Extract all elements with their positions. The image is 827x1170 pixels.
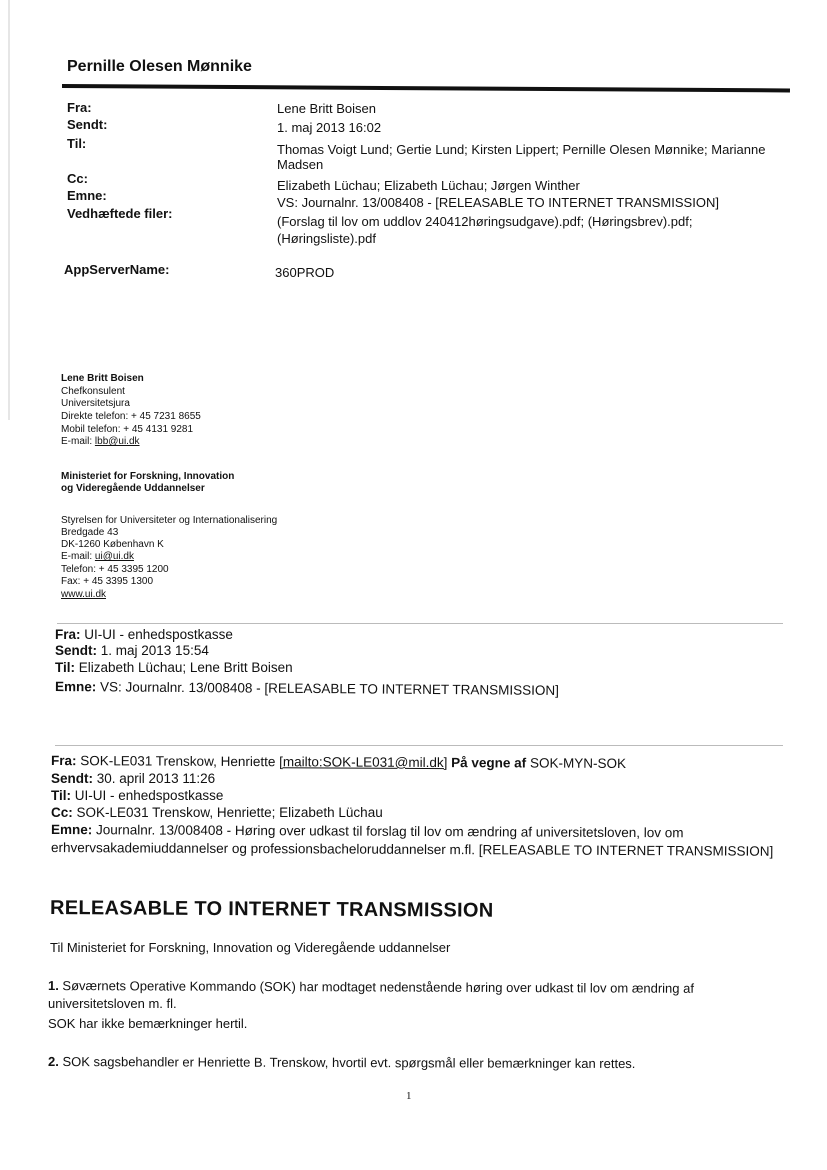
signature-direct-phone: Direkte telefon: + 45 7231 8655 [61, 411, 201, 422]
attachments-line1: (Forslag til lov om uddlov 240412høringsudgave).pdf; (Høringsbrev).pdf; [277, 214, 693, 229]
appserver-label: AppServerName: [64, 262, 170, 277]
fwd2-cc-value: SOK-LE031 Trenskow, Henriette; Elizabeth Lüchau [76, 805, 383, 820]
fwd1-subject [55, 679, 559, 698]
fwd1-subject-value: VS: Journalnr. 13/008408 - [RELEASABLE TO INTERNET TRANSMISSION] [99, 679, 560, 698]
attachments-label: Vedhæftede filer: [67, 206, 173, 221]
fwd2-cc-label: Cc: [51, 805, 73, 820]
fwd2-to [51, 788, 223, 803]
fwd2-subject-line1: Journalnr. 13/008408 - Høring over udkast til forslag til lov om ændring af universitetsloven, lov om [95, 822, 684, 841]
ministry-line2: og Videregående Uddannelser [61, 483, 205, 494]
fwd2-sent-value: 30. april 2013 11:26 [96, 771, 216, 786]
fwd2-cc [51, 805, 383, 820]
website-link[interactable]: www.ui.dk [61, 589, 107, 600]
fwd2-sent-label: Sendt: [51, 771, 93, 786]
agency-fax: Fax: + 45 3395 1300 [61, 576, 154, 587]
fwd1-from-value: UI-UI - enhedspostkasse [84, 627, 233, 642]
signature-name: Lene Britt Boisen [61, 373, 144, 384]
subject-label: Emne: [67, 188, 107, 203]
sent-label: Sendt: [67, 117, 108, 132]
scan-edge [8, 0, 10, 420]
fwd1-to [55, 660, 293, 675]
to-value-line1: Thomas Voigt Lund; Gertie Lund; Kirsten Lippert; Pernille Olesen Mønnike; Marianne [277, 142, 766, 157]
to-label: Til: [67, 136, 87, 151]
fwd2-to-label: Til: [51, 788, 71, 803]
signature-title: Chefkonsulent [61, 386, 125, 397]
paragraph-1-text: Søværnets Operative Kommando (SOK) har modtaget nedenstående høring over udkast til lov om ændring af [58, 978, 695, 996]
sent-value: 1. maj 2013 16:02 [277, 120, 382, 135]
paragraph-2-number: 2. [47, 1054, 59, 1070]
fwd1-from [55, 627, 233, 642]
from-value: Lene Britt Boisen [277, 101, 377, 116]
fwd2-from-label: Fra: [50, 753, 77, 769]
fwd1-sent-value: 1. maj 2013 15:54 [100, 643, 209, 658]
fwd1-to-value: Elizabeth Lüchau; Lene Britt Boisen [78, 660, 293, 675]
cc-value: Elizabeth Lüchau; Elizabeth Lüchau; Jørgen Winther [277, 178, 580, 193]
fwd2-subject-line2: erhvervsakademiuddannelser og professionsbacheloruddannelser m.fl. [RELEASABLE TO INTERNET TRANSMISSION] [50, 840, 774, 859]
agency-street: Bredgade 43 [61, 527, 119, 538]
agency-name: Styrelsen for Universiteter og Internationalisering [61, 515, 278, 526]
title-divider [62, 84, 790, 92]
subject-value: VS: Journalnr. 13/008408 - [RELEASABLE TO INTERNET TRANSMISSION] [277, 195, 719, 210]
signature-email-label: E-mail: [61, 436, 95, 447]
ministry-line1: Ministeriet for Forskning, Innovation [61, 471, 235, 482]
paragraph-1-line3: SOK har ikke bemærkninger hertil. [48, 1016, 248, 1031]
fwd1-sent-label: Sendt: [55, 643, 97, 658]
to-value-line2: Madsen [277, 157, 324, 172]
paragraph-1-line1 [48, 978, 694, 996]
release-banner: RELEASABLE TO INTERNET TRANSMISSION [49, 897, 494, 922]
fwd1-from-label: Fra: [55, 627, 81, 642]
fwd2-subject [51, 822, 684, 840]
fwd2-subject-label: Emne: [50, 822, 93, 838]
page-number: 1 [406, 1090, 412, 1102]
agency-phone: Telefon: + 45 3395 1200 [61, 564, 169, 575]
attachments-line2: (Høringsliste).pdf [277, 231, 376, 246]
letter-salutation: Til Ministeriet for Forskning, Innovation og Videregående uddannelser [50, 940, 451, 955]
fwd1-to-label: Til: [55, 660, 75, 675]
separator-2 [55, 745, 783, 746]
appserver-value: 360PROD [275, 265, 335, 280]
signature-dept: Universitetsjura [61, 398, 130, 409]
paragraph-1-line2: universitetsloven m. fl. [48, 996, 177, 1011]
page-title: Pernille Olesen Mønnike [67, 58, 252, 75]
fwd2-sent [51, 771, 215, 786]
fwd1-sent [55, 643, 209, 658]
agency-email-row [61, 551, 134, 564]
fwd1-subject-label: Emne: [54, 679, 97, 695]
fwd2-on-behalf-label: På vegne af [451, 755, 527, 771]
separator-1 [57, 623, 783, 624]
signature-mobile-phone: Mobil telefon: + 45 4131 9281 [61, 424, 194, 435]
signature-email-link[interactable]: lbb@ui.dk [94, 436, 140, 447]
agency-email-link[interactable]: ui@ui.dk [94, 551, 134, 562]
paragraph-2 [48, 1054, 635, 1071]
fwd2-to-value: UI-UI - enhedspostkasse [74, 788, 224, 803]
agency-city: DK-1260 København K [61, 539, 164, 550]
fwd2-mailto-link[interactable]: [mailto:SOK-LE031@mil.dk] [279, 754, 448, 771]
fwd2-from-value: SOK-LE031 Trenskow, Henriette [80, 753, 280, 770]
paragraph-2-text: SOK sagsbehandler er Henriette B. Trenskow, hvortil evt. spørgsmål eller bemærkninger kan rettes. [58, 1054, 636, 1072]
agency-email-label: E-mail: [61, 551, 95, 562]
cc-label: Cc: [67, 171, 88, 186]
fwd2-on-behalf-value: SOK-MYN-SOK [526, 755, 627, 772]
from-label: Fra: [67, 100, 92, 115]
fwd2-from [51, 753, 626, 771]
signature-email-row [61, 436, 140, 449]
paragraph-1-number: 1. [47, 978, 59, 994]
